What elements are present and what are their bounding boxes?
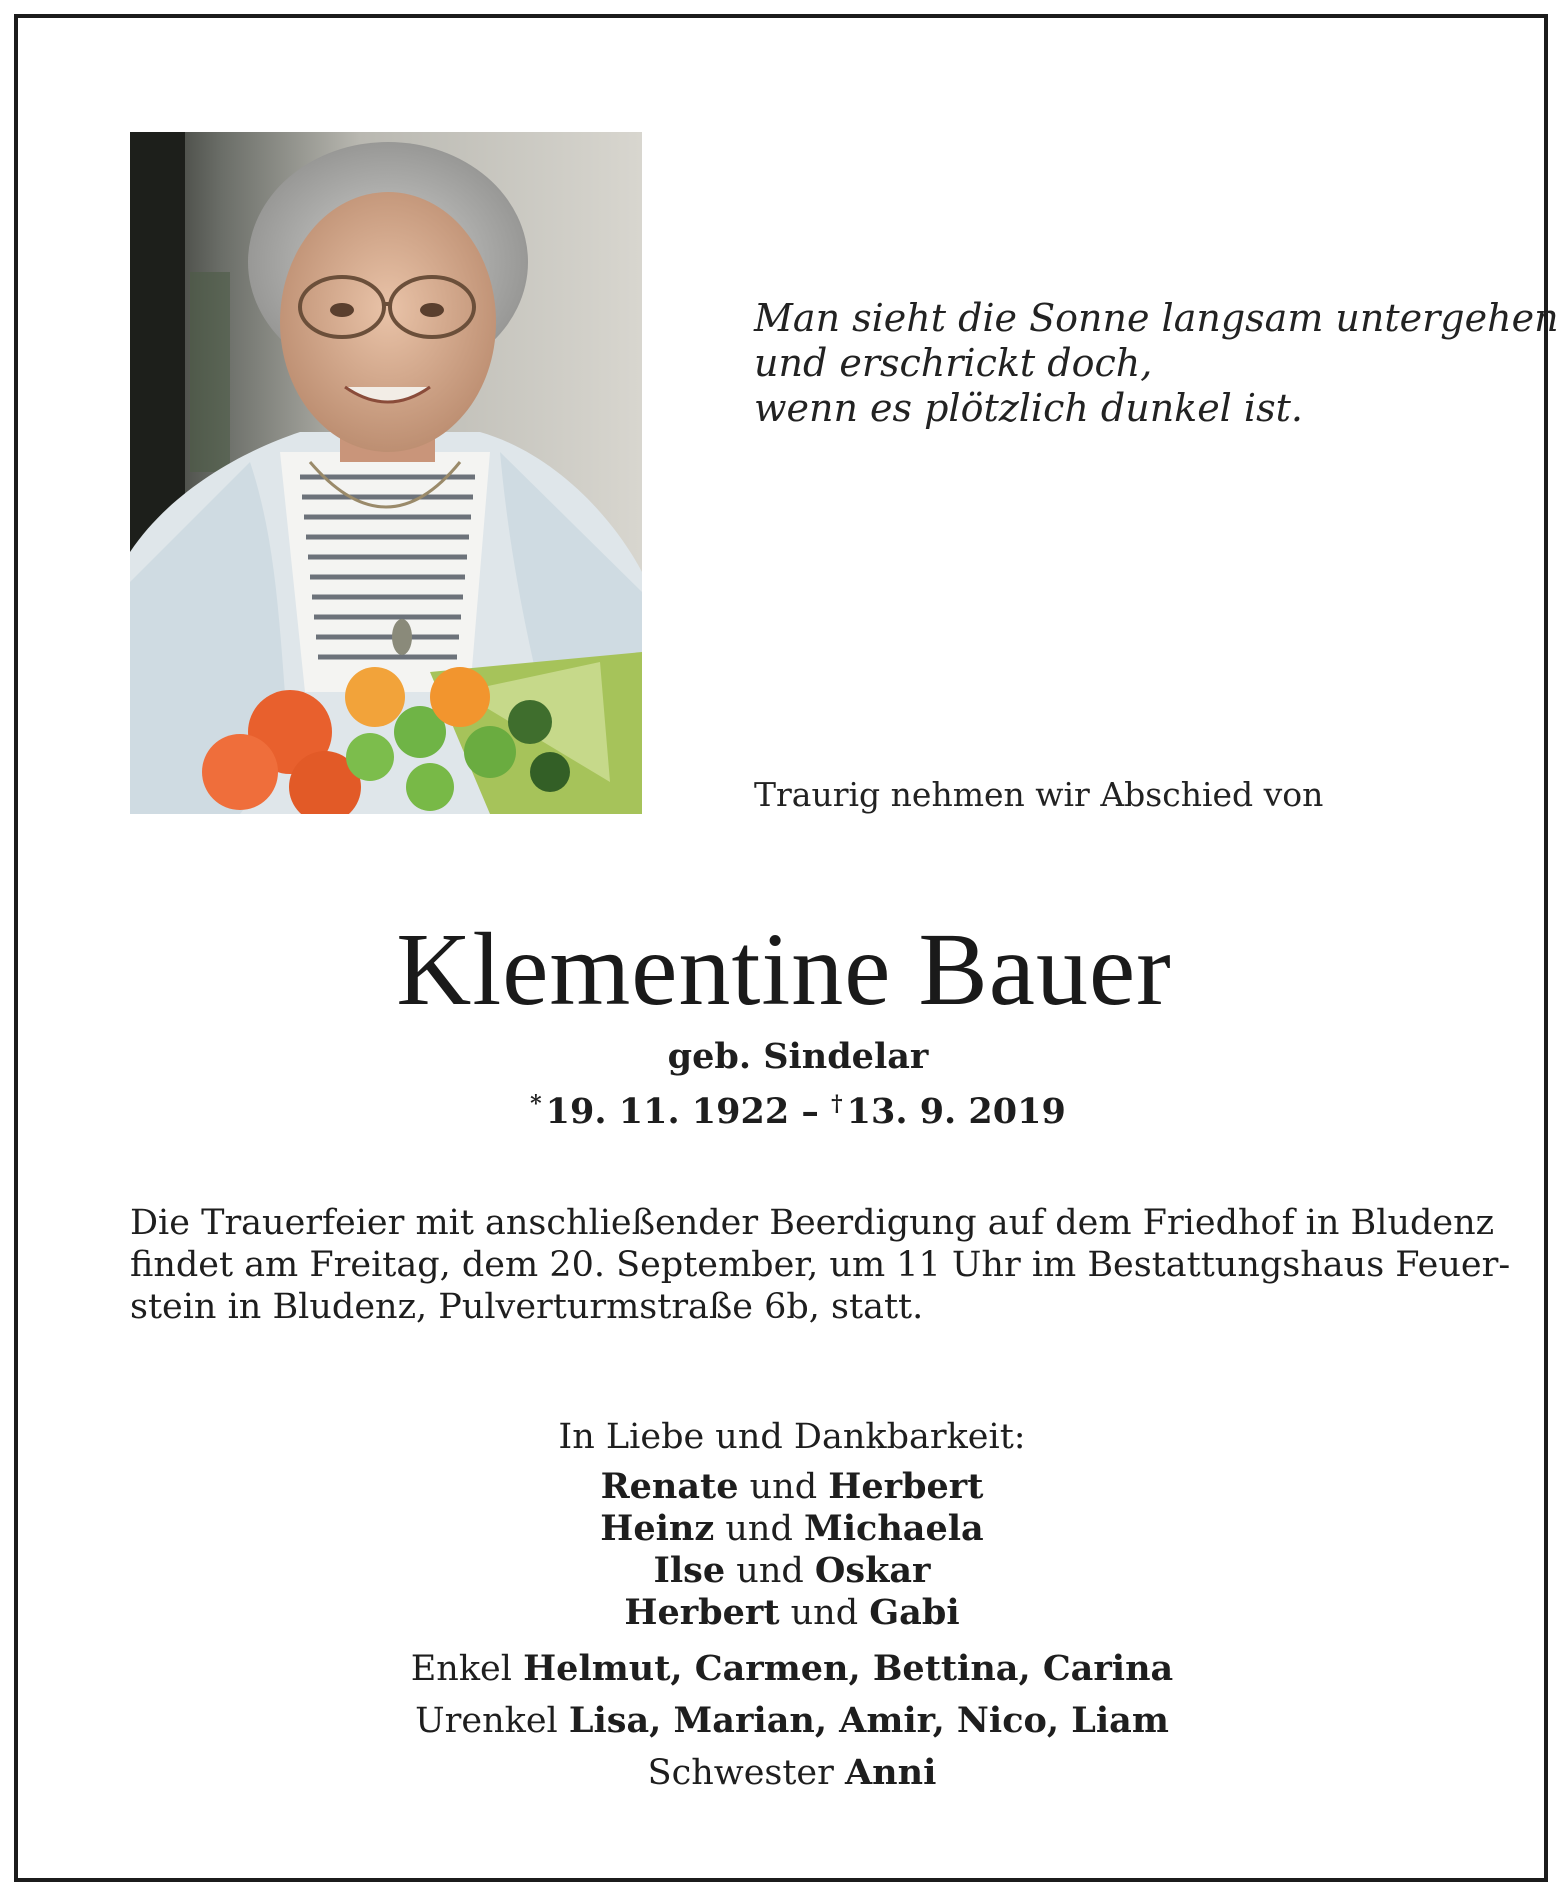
memorial-poem xyxy=(754,296,1559,431)
portrait-photo xyxy=(130,132,642,814)
mourner-joiner: und xyxy=(736,1551,804,1591)
relation-label: Enkel xyxy=(410,1649,512,1689)
mourners-extended xyxy=(8,1648,1568,1794)
mourner-name: Oskar xyxy=(814,1550,931,1591)
mourner-couple xyxy=(8,1550,1568,1592)
mourner-couple xyxy=(8,1508,1568,1550)
mourner-name: Renate xyxy=(600,1466,739,1507)
mourner-name: Michaela xyxy=(804,1508,984,1549)
grandchildren-row xyxy=(8,1648,1568,1690)
relation-label: Urenkel xyxy=(415,1701,558,1741)
mourner-name: Herbert xyxy=(624,1592,780,1633)
death-symbol: † xyxy=(831,1091,843,1117)
funeral-line: Die Trauerfeier mit anschließender Beerdigung auf dem Friedhof in Bludenz xyxy=(130,1203,1495,1243)
mourners-couples xyxy=(8,1466,1568,1634)
mourner-name: Heinz xyxy=(600,1508,715,1549)
birth-symbol: * xyxy=(530,1091,542,1117)
mourner-name: Herbert xyxy=(828,1466,984,1507)
life-dates xyxy=(14,1082,1568,1134)
mourners-heading: In Liebe und Dankbarkeit: xyxy=(558,1417,1026,1457)
mourner-name: Ilse xyxy=(653,1550,726,1591)
mourner-joiner: und xyxy=(749,1467,818,1507)
sister-row xyxy=(8,1752,1568,1794)
mourner-couple xyxy=(8,1592,1568,1634)
funeral-notice xyxy=(130,1202,1511,1328)
funeral-line: stein in Bludenz, Pulverturmstraße 6b, statt. xyxy=(130,1287,924,1327)
funeral-line: findet am Freitag, dem 20. September, um 11 Uhr im Bestattungshaus Feuer- xyxy=(130,1245,1511,1285)
farewell-intro: Traurig nehmen wir Abschied von xyxy=(754,775,1324,814)
birth-date: 19. 11. 1922 xyxy=(545,1091,790,1132)
birth-name: geb. Sindelar xyxy=(667,1036,929,1077)
mourner-joiner: und xyxy=(725,1509,793,1549)
great-grandchildren-row xyxy=(8,1700,1568,1742)
relation-names: Anni xyxy=(845,1752,937,1793)
poem-line: und erschrickt doch, xyxy=(754,341,1153,385)
poem-line: wenn es plötzlich dunkel ist. xyxy=(754,386,1303,430)
date-separator: – xyxy=(801,1091,819,1132)
mourner-joiner: und xyxy=(790,1593,859,1633)
relation-label: Schwester xyxy=(647,1753,834,1793)
relation-names: Lisa, Marian, Amir, Nico, Liam xyxy=(568,1700,1169,1741)
death-date: 13. 9. 2019 xyxy=(846,1091,1066,1132)
relation-names: Helmut, Carmen, Bettina, Carina xyxy=(523,1648,1174,1689)
mourner-name: Gabi xyxy=(869,1592,960,1633)
mourner-couple xyxy=(8,1466,1568,1508)
deceased-name: Klementine Bauer xyxy=(396,912,1172,1027)
poem-line: Man sieht die Sonne langsam untergehen xyxy=(754,296,1559,340)
